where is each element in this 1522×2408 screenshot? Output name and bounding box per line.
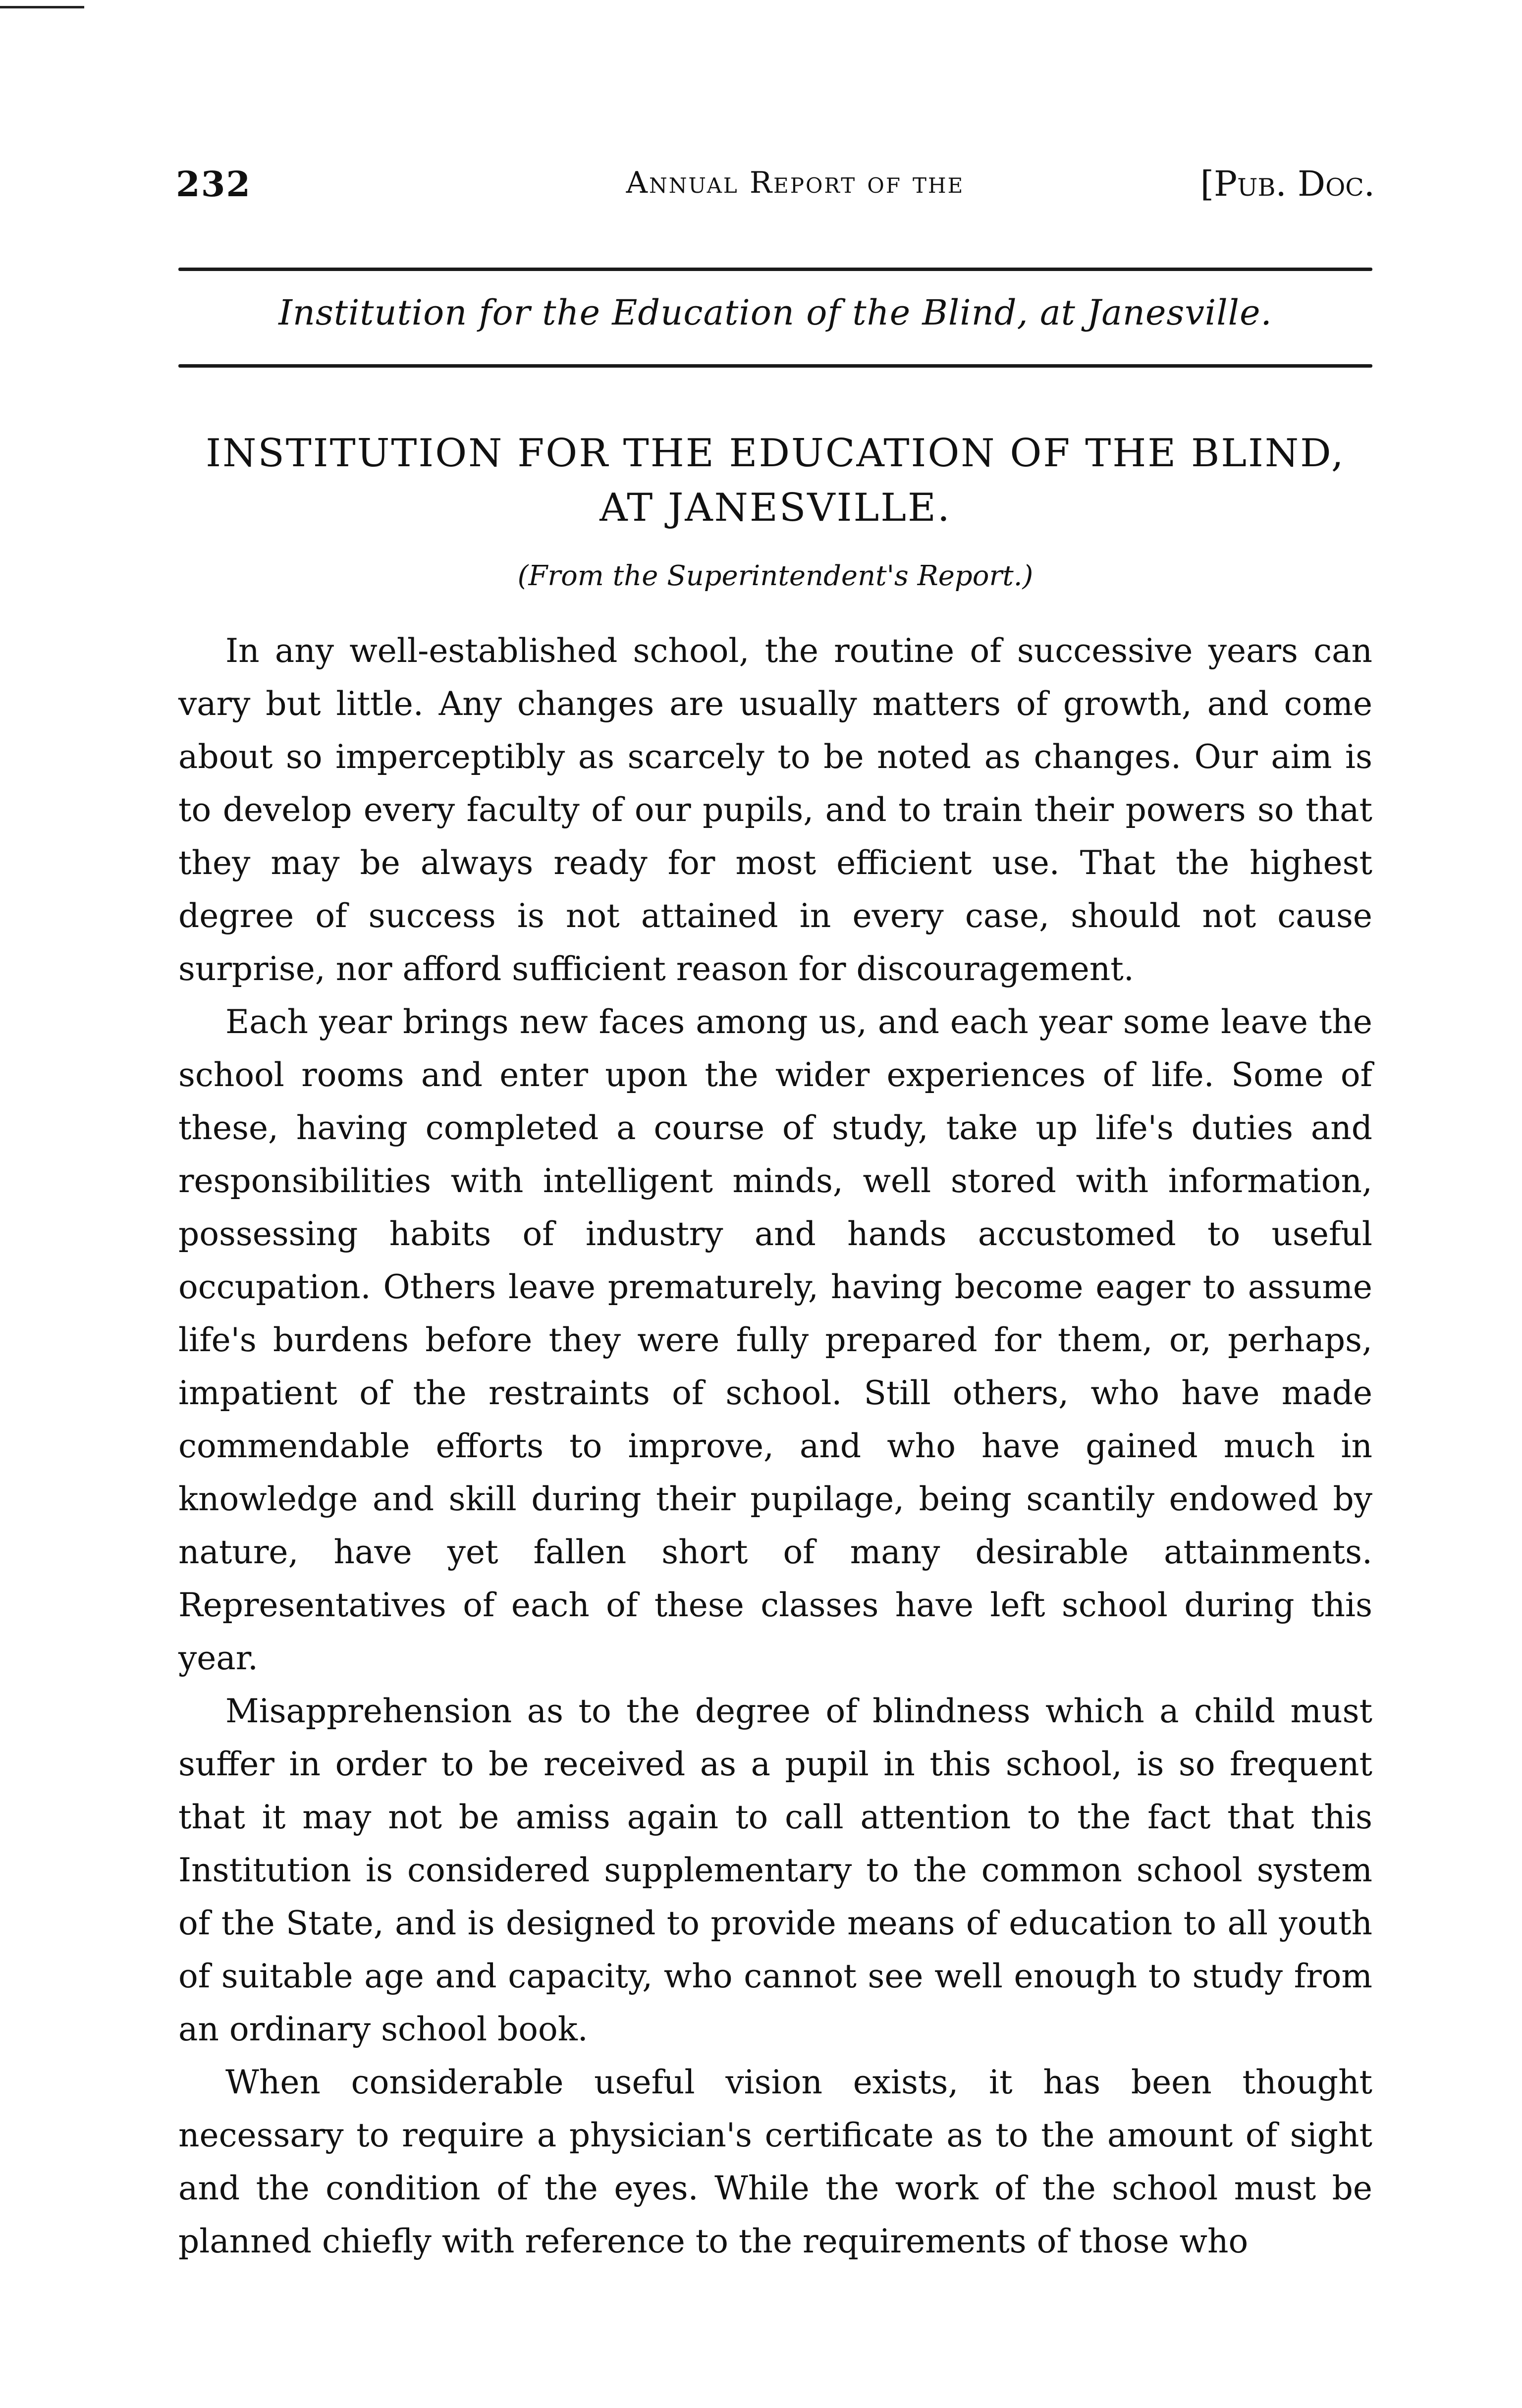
- running-header-title: Annual Report of the: [626, 165, 965, 200]
- article-source: (From the Superintendent's Report.): [517, 560, 1033, 592]
- header-rule-top: [178, 268, 1372, 271]
- article-title-line-2: AT JANESVILLE.: [599, 486, 951, 530]
- paragraph: Each year brings new faces among us, and each year some leave the school rooms and enter upon the wider experiences of life. Some of these, having completed a course of study, take up life's duties and responsibilities with intelligent minds, well stored with information, possessing habits of industry and hands accustomed to useful occupation. Others leave prematurely, having become eager to assume life's burdens before they were fully prepared for them, or, perhaps, impatient of the restraints of school. Still others, who have made commendable efforts to improve, and who have gained much in knowledge and skill during their pupilage, being scantily endowed by nature, have yet fallen short of many desirable attainments. Representatives of each of these classes have left school during this year.: [178, 1003, 1372, 1677]
- section-subheader: Institution for the Education of the Blind, at Janesville.: [278, 292, 1272, 333]
- page-edge-mark: [0, 6, 84, 8]
- page-number: 232: [176, 164, 252, 205]
- article-title-line-1: INSTITUTION FOR THE EDUCATION OF THE BLIND,: [206, 431, 1345, 476]
- paragraph: Misapprehension as to the degree of blindness which a child must suffer in order to be received as a pupil in this school, is so frequent that it may not be amiss again to call attention to the fact that this Institution is considered supplementary to the common school system of the State, and is designed to provide means of education to all youth of suitable age and capacity, who cannot see well enough to study from an ordinary school book.: [178, 1692, 1372, 2048]
- running-header: [176, 164, 1375, 218]
- running-header-doc: [Pub. Doc.: [1200, 164, 1375, 204]
- article-title: [178, 426, 1372, 535]
- paragraph: In any well-established school, the routine of successive years can vary but little. Any changes are usually matters of growth, and come about so imperceptibly as scarcely to be noted as changes. Our aim is to develop every faculty of our pupils, and to train their powers so that they may be always ready for most efficient use. That the highest degree of success is not attained in every case, should not cause surprise, nor afford sufficient reason for discouragement.: [178, 632, 1372, 988]
- article-body: [178, 624, 1372, 2268]
- paragraph: When considerable useful vision exists, it has been thought necessary to require a physician's certificate as to the amount of sight and the condition of the eyes. While the work of the school must be planned chiefly with reference to the requirements of those who: [178, 2063, 1372, 2260]
- header-rule-bottom: [178, 364, 1372, 368]
